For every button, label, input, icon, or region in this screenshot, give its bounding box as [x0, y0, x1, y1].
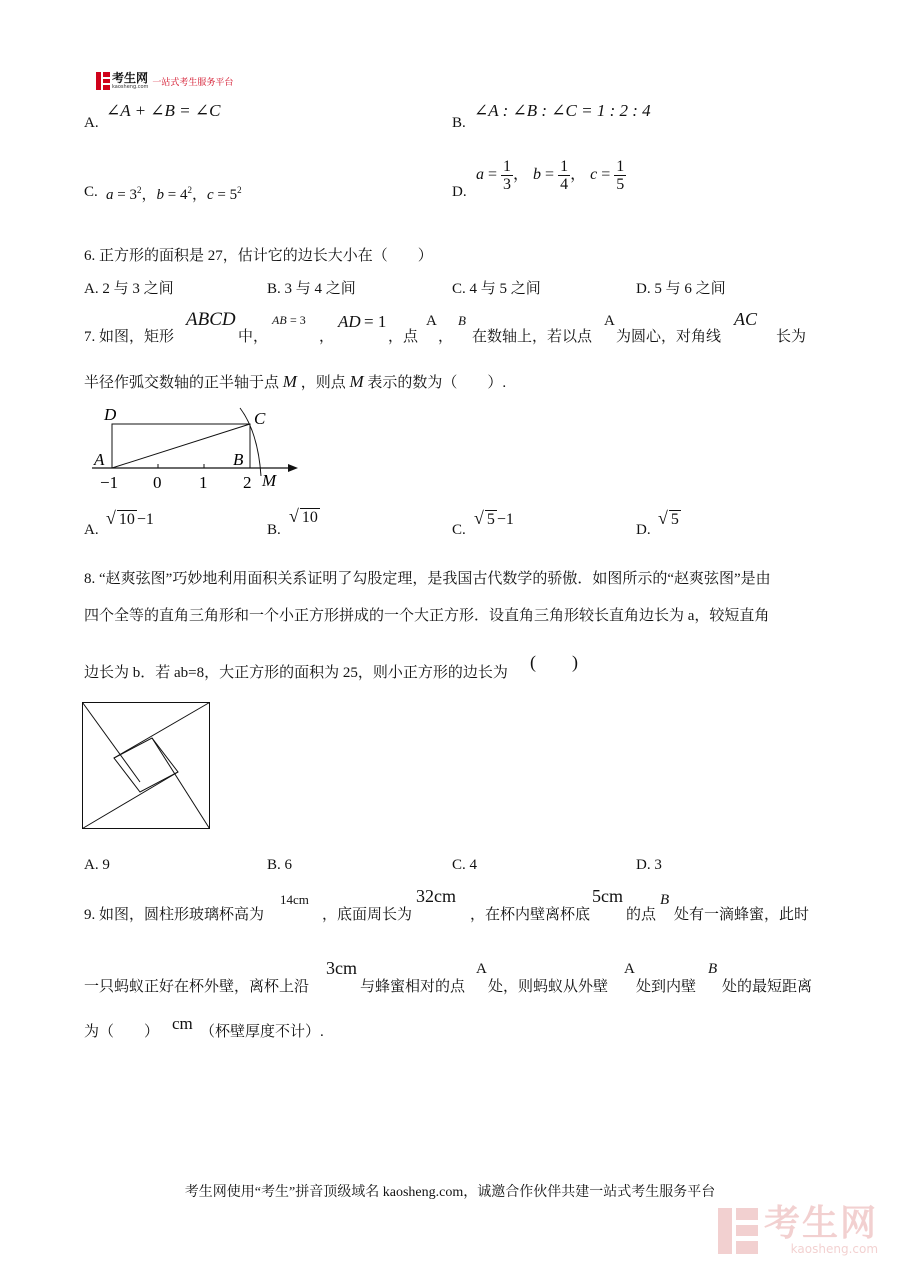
q6-opt-a: A. 2 与 3 之间: [84, 281, 174, 297]
q7-opt-c-label: C.: [452, 522, 466, 538]
q5-opt-c-label: C.: [84, 184, 98, 200]
q9-line2: 一只蚂蚁正好在杯外壁，离杯上沿 3cm 与蜂蜜相对的点 A 处，则蚂蚁从外壁 A 处到内壁 B 处的最短距离: [84, 958, 813, 995]
logo-icon: [96, 72, 110, 90]
header-logo: [96, 72, 233, 90]
logo-domain: kaosheng.com: [112, 84, 149, 90]
tick-label-neg1: −1: [100, 473, 119, 492]
tick-label-0: 0: [153, 473, 162, 492]
q8-answer-paren: ( ): [530, 652, 578, 672]
q8-line3: 边长为 b．若 ab=8，大正方形的面积为 25，则小正方形的边长为: [84, 665, 508, 681]
q9-line3: 为（ ） cm （杯壁厚度不计）.: [84, 1014, 324, 1040]
q5-opt-b-text: ∠A : ∠B : ∠C = 1 : 2 : 4: [474, 101, 651, 120]
q5-opt-a-text: ∠A + ∠B = ∠C: [106, 101, 221, 120]
q5-opt-c-text: $a = 3^2$，$b = 4^2$，$c = 5^2$: [106, 185, 242, 203]
q7-stem-line2: 半径作弧交数轴的正半轴于点 M ，则点 M 表示的数为（ ）.: [84, 372, 507, 391]
q7-figure: [88, 402, 308, 494]
q6-opt-b: B. 3 与 4 之间: [267, 281, 356, 297]
q7-stem-line1: 7. 如图，矩形 ABCD 中， AB = 3 ， AD = 1 ，点 A ， B 在数轴上，若以点 A 为圆心，对角线 AC 长为: [84, 309, 807, 345]
watermark-logo-icon: [718, 1208, 758, 1254]
point-m-label: M: [262, 471, 277, 490]
q5-opt-d-label: D.: [452, 184, 467, 200]
q7-opt-a-label: A.: [84, 522, 99, 538]
q5-opt-a-label: A.: [84, 115, 99, 131]
tick-label-1: 1: [199, 473, 208, 492]
watermark-domain: kaosheng.com: [790, 1242, 879, 1256]
watermark-logo: [718, 1203, 879, 1256]
q6-opt-c: C. 4 与 5 之间: [452, 281, 541, 297]
diagonal-ac: [112, 424, 250, 468]
footer-text: 考生网使用“考生”拼音顶级域名 kaosheng.com，诚邀合作伙伴共建一站式考生服务平台: [184, 1185, 716, 1200]
point-b-label: B: [233, 450, 244, 469]
number-line-arrow: [288, 464, 298, 472]
point-c-label: C: [254, 409, 266, 428]
watermark-name: 考生网: [764, 1203, 879, 1244]
q6-stem: 6. 正方形的面积是 27，估计它的边长大小在（ ）: [84, 248, 433, 264]
tick-label-2: 2: [243, 473, 252, 492]
q5-opt-d-text: a = $\frac{1}{3}$ ， b = $\frac{1}{4}$ ， c = $\frac{1}{5}$: [476, 158, 625, 193]
logo-slogan: 一站式考生服务平台: [152, 77, 234, 88]
q7-opt-d-text: √ 5: [658, 508, 679, 528]
small-square: [114, 738, 178, 792]
q6-opt-d: D. 5 与 6 之间: [636, 281, 726, 297]
point-d-label: D: [104, 405, 117, 424]
q7-opt-c-text: √ 5 −1: [474, 508, 514, 528]
q8-zhao-shuang-figure: [82, 702, 212, 830]
q8-line2: 四个全等的直角三角形和一个小正方形拼成的一个大正方形．设直角三角形较长直角边长为 a，较短直角: [84, 608, 770, 624]
q9-line1: 9. 如图，圆柱形玻璃杯高为 14cm ，底面周长为 32cm ，在杯内壁离杯底 5cm 的点 B 处有一滴蜂蜜，此时: [84, 886, 810, 923]
point-a-label: A: [94, 450, 105, 469]
q8-opt-c: C. 4: [452, 857, 478, 873]
q8-opt-a: A. 9: [84, 857, 110, 873]
logo-name: 考生网: [112, 71, 149, 85]
q5-opt-b-label: B.: [452, 115, 466, 131]
q7-opt-d-label: D.: [636, 522, 651, 538]
q8-opt-b: B. 6: [267, 857, 293, 873]
q8-line1: 8. “赵爽弦图”巧妙地利用面积关系证明了勾股定理，是我国古代数学的骄傲．如图所示的“赵爽弦图”是由: [84, 571, 771, 587]
q8-opt-d: D. 3: [636, 857, 662, 873]
q7-opt-a-text: √ 10 −1: [106, 508, 154, 528]
q7-opt-b-label: B.: [267, 522, 281, 538]
big-square: [83, 703, 210, 829]
q7-opt-b-text: √ 10: [289, 506, 318, 526]
